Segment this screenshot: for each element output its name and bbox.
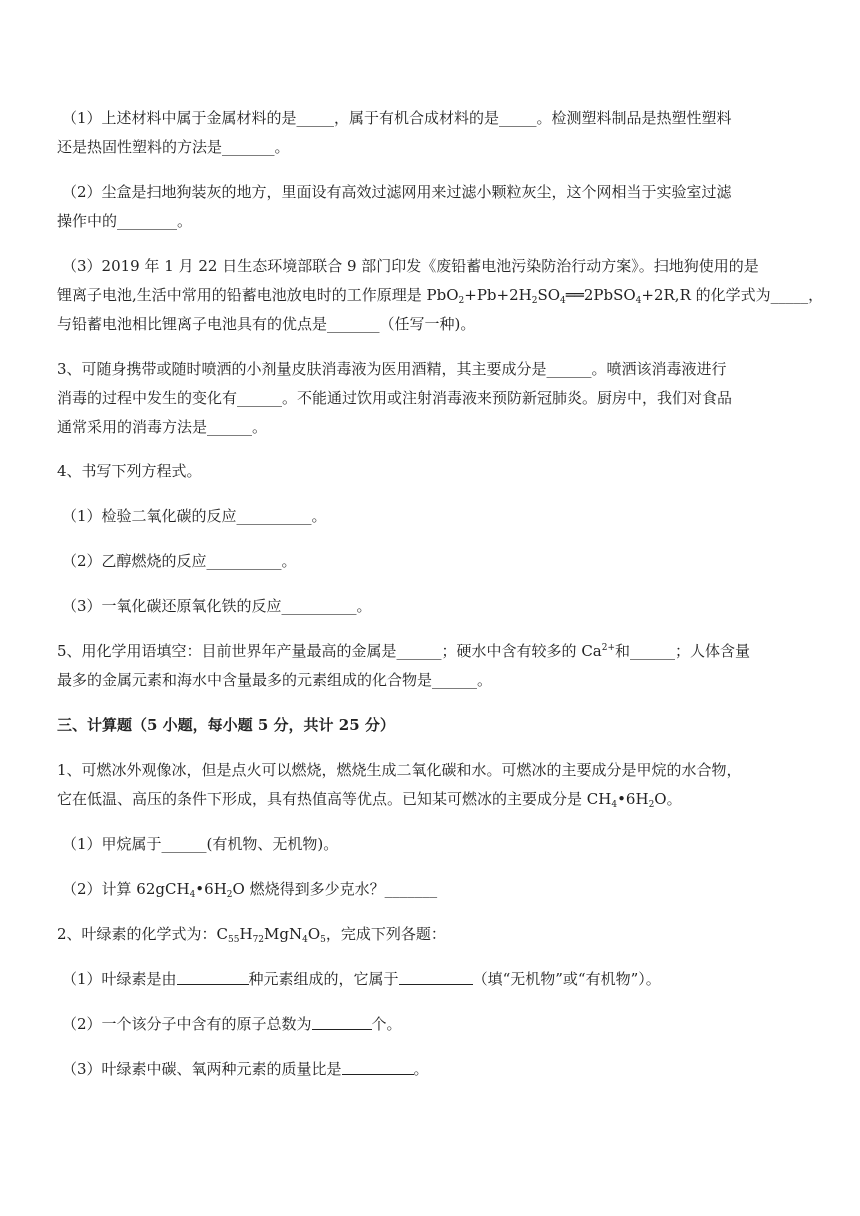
text-segment: •6H bbox=[195, 880, 227, 898]
text-segment: MgN bbox=[264, 925, 303, 943]
subscript: 4 bbox=[635, 296, 642, 306]
subscript: 72 bbox=[252, 935, 265, 945]
question-4-2: （2）乙醇燃烧的反应__________。 bbox=[62, 552, 297, 570]
answer-blank[interactable] bbox=[399, 970, 473, 985]
subscript: 2 bbox=[226, 890, 233, 900]
text-segment: （2）计算 62gCH bbox=[62, 880, 190, 898]
question-5-line-2: 最多的金属元素和海水中含量最多的元素组成的化合物是______。 bbox=[57, 671, 493, 689]
text-segment: 和______；人体含量 bbox=[615, 642, 751, 660]
text-segment: 2、叶绿素的化学式为：C bbox=[57, 925, 229, 943]
question-5-line-1 bbox=[57, 640, 820, 662]
question-2-3-line-2 bbox=[57, 284, 824, 306]
question-2-3-line-3: 与铅蓄电池相比锂离子电池具有的优点是_______（任写一种)。 bbox=[57, 315, 476, 333]
subscript: 4 bbox=[189, 890, 196, 900]
text-segment: +2R,R 的化学式为_____， bbox=[641, 286, 824, 304]
superscript: 2+ bbox=[601, 643, 616, 653]
answer-blank[interactable] bbox=[177, 970, 249, 985]
question-3-line-2: 消毒的过程中发生的变化有______。不能通过饮用或注射消毒液来预防新冠肺炎。厨房中，我们对食品 bbox=[57, 389, 733, 407]
answer-blank[interactable] bbox=[342, 1060, 414, 1075]
question-4-1: （1）检验二氧化碳的反应__________。 bbox=[62, 507, 327, 525]
text-segment: 锂离子电池,生活中常用的铅蓄电池放电时的工作原理是 PbO bbox=[57, 286, 459, 304]
calc-2-title bbox=[57, 923, 820, 945]
text-segment: +Pb+2H bbox=[464, 286, 532, 304]
question-2-1-line-1: （1）上述材料中属于金属材料的是_____，属于有机合成材料的是_____。检测塑料制品是热塑性塑料 bbox=[62, 109, 732, 127]
calc-1-part-2 bbox=[62, 878, 820, 900]
text-segment: SO bbox=[537, 286, 561, 304]
calc-2-part-2 bbox=[62, 1013, 820, 1035]
calc-1-part-1: （1）甲烷属于______(有机物、无机物)。 bbox=[62, 835, 339, 853]
text-segment: （2）一个该分子中含有的原子总数为 bbox=[62, 1015, 312, 1033]
subscript: 4 bbox=[302, 935, 308, 945]
text-segment: 它在低温、高压的条件下形成，具有热值高等优点。已知某可燃冰的主要成分是 CH bbox=[57, 790, 612, 808]
text-segment: ，完成下列各题： bbox=[325, 925, 446, 943]
text-segment: 个。 bbox=[371, 1015, 402, 1033]
calc-2-part-1 bbox=[62, 968, 820, 990]
question-2-2-line-2: 操作中的________。 bbox=[57, 212, 193, 230]
text-segment: •6H bbox=[617, 790, 649, 808]
question-2-3-line-1: （3）2019 年 1 月 22 日生态环境部联合 9 部门印发《废铅蓄电池污染防治行动方案》。扫地狗使用的是 bbox=[62, 257, 759, 275]
calc-2-part-3 bbox=[62, 1058, 820, 1080]
text-segment: （1）叶绿素是由 bbox=[62, 970, 177, 988]
subscript: 2 bbox=[458, 296, 465, 306]
subscript: 2 bbox=[648, 800, 655, 810]
text-segment: ══2PbSO bbox=[565, 286, 636, 304]
calc-1-line-2 bbox=[57, 788, 820, 810]
text-segment: O 燃烧得到多少克水？_______ bbox=[232, 880, 438, 898]
question-2-2-line-1: （2）尘盒是扫地狗装灰的地方，里面设有高效过滤网用来过滤小颗粒灰尘，这个网相当于实验室过滤 bbox=[62, 183, 732, 201]
subscript: 5 bbox=[320, 935, 326, 945]
question-4-title: 4、书写下列方程式。 bbox=[57, 462, 202, 480]
text-segment: 。 bbox=[413, 1060, 429, 1078]
question-2-1-line-2: 还是热固性塑料的方法是_______。 bbox=[57, 138, 290, 156]
question-3-line-3: 通常采用的消毒方法是______。 bbox=[57, 418, 268, 436]
section-3-heading: 三、计算题（5 小题，每小题 5 分，共计 25 分） bbox=[57, 716, 395, 734]
text-segment: （填“无机物”或“有机物”）。 bbox=[472, 970, 661, 988]
text-segment: （3）叶绿素中碳、氧两种元素的质量比是 bbox=[62, 1060, 342, 1078]
text-segment: O。 bbox=[654, 790, 682, 808]
calc-1-line-1: 1、可燃冰外观像冰，但是点火可以燃烧，燃烧生成二氧化碳和水。可燃冰的主要成分是甲烷的水合物， bbox=[57, 761, 742, 779]
question-3-line-1: 3、可随身携带或随时喷洒的小剂量皮肤消毒液为医用酒精，其主要成分是______。喷洒该消毒液进行 bbox=[57, 360, 727, 378]
answer-blank[interactable] bbox=[312, 1015, 372, 1030]
subscript: 4 bbox=[560, 296, 566, 306]
text-segment: H bbox=[239, 925, 253, 943]
question-4-3: （3）一氧化碳还原氧化铁的反应__________。 bbox=[62, 597, 372, 615]
subscript: 2 bbox=[531, 296, 538, 306]
text-segment: 种元素组成的，它属于 bbox=[248, 970, 399, 988]
text-segment: 5、用化学用语填空：目前世界年产量最高的金属是______；硬水中含有较多的 Ca bbox=[57, 642, 602, 660]
text-segment: O bbox=[307, 925, 321, 943]
subscript: 55 bbox=[228, 935, 240, 945]
subscript: 4 bbox=[611, 800, 618, 810]
